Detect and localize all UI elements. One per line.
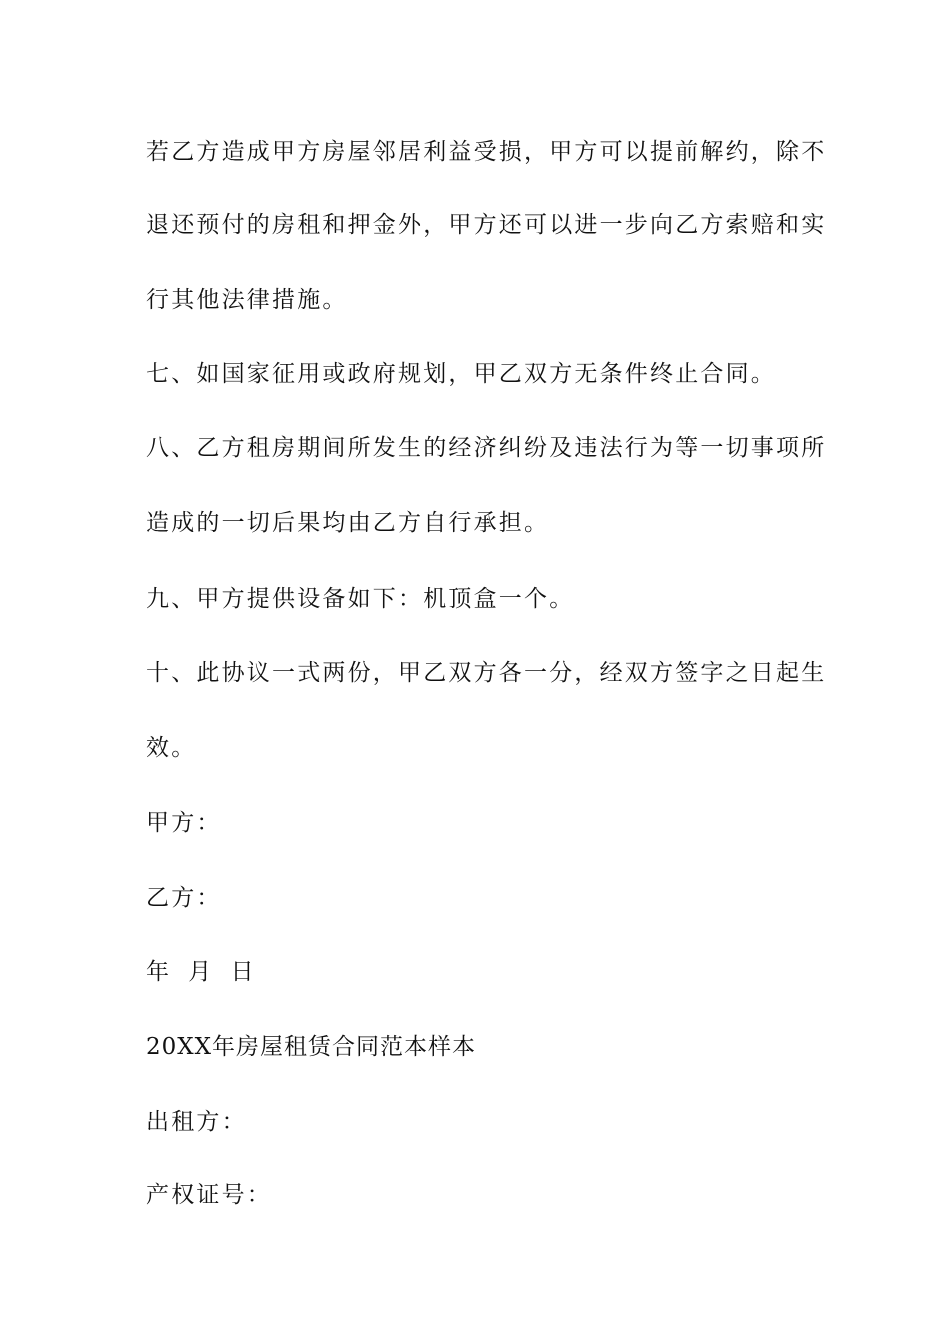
clause-6-text-line-1: 若乙方造成甲方房屋邻居利益受损，甲方可以提前解约，除不 — [146, 139, 827, 165]
date-label: 年 月 日 — [146, 959, 260, 985]
clause-6-text-line-3: 行其他法律措施。 — [146, 287, 348, 313]
clause-10-text-line-1: 十、此协议一式两份，甲乙双方各一分，经双方签字之日起生 — [146, 660, 827, 686]
clause-8-text-line-2: 造成的一切后果均由乙方自行承担。 — [146, 510, 550, 536]
lessor-label: 出租方： — [146, 1109, 247, 1135]
party-b-signature-label: 乙方： — [146, 885, 222, 911]
clause-6-text-line-2: 退还预付的房租和押金外，甲方还可以进一步向乙方索赔和实 — [146, 212, 827, 238]
clause-10-text-line-2: 效。 — [146, 735, 197, 761]
clause-9-text: 九、甲方提供设备如下：机顶盒一个。 — [146, 586, 575, 612]
property-certificate-label: 产权证号： — [146, 1182, 272, 1208]
party-a-signature-label: 甲方： — [146, 810, 222, 836]
clause-8-text-line-1: 八、乙方租房期间所发生的经济纠纷及违法行为等一切事项所 — [146, 435, 827, 461]
clause-7-text: 七、如国家征用或政府规划，甲乙双方无条件终止合同。 — [146, 361, 776, 387]
contract-title: 20XX年房屋租赁合同范本样本 — [146, 1034, 477, 1060]
